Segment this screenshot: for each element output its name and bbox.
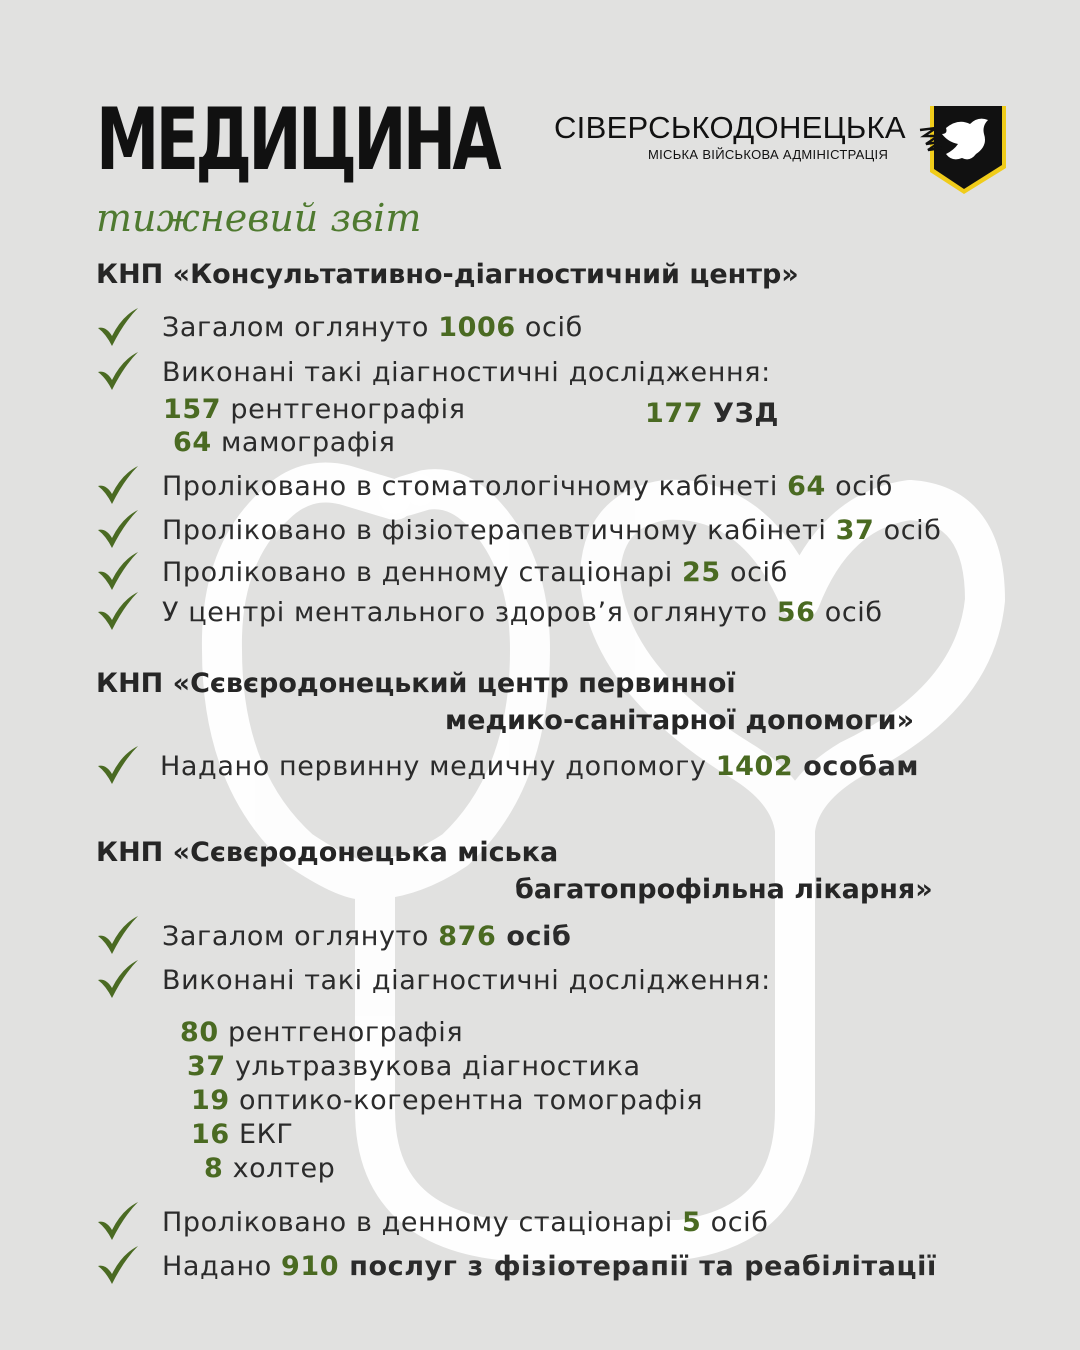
s2-item-primary-care: Надано первинну медичну допомогу 1402 особам: [160, 751, 920, 782]
s3-diag-xray: 80 рентгенографія: [180, 1017, 464, 1048]
s3-diag-oct: 19 оптико-когерентна томографія: [191, 1085, 704, 1116]
s3-diag-ecg: 16 ЕКГ: [191, 1119, 294, 1150]
s1-item-day-hospital: Проліковано в денному стаціонарі 25 осіб: [162, 557, 788, 588]
s1-item-physio: Проліковано в фізіотерапевтичному кабінеті 37 осіб: [162, 515, 942, 546]
check-icon: [96, 914, 140, 954]
s3-item-physio-services: Надано 910 послуг з фізіотерапії та реабілітації: [162, 1251, 937, 1282]
s1-item-diagnostics: Виконані такі діагностичні дослідження:: [162, 357, 771, 388]
check-icon: [96, 550, 140, 590]
check-icon: [96, 1244, 140, 1284]
section2-title-line1: КНП «Сєвєродонецький центр первинної: [96, 668, 736, 699]
s3-item-day-hospital: Проліковано в денному стаціонарі 5 осіб: [162, 1207, 769, 1238]
s1-item-examined: Загалом оглянуто 1006 осіб: [162, 312, 583, 343]
s3-item-diagnostics: Виконані такі діагностичні дослідження:: [162, 965, 771, 996]
section2-title-line2: медико-санітарної допомоги»: [445, 705, 915, 736]
page-title: МЕДИЦИНА: [96, 90, 498, 190]
check-icon: [96, 350, 140, 390]
s1-item-dental: Проліковано в стоматологічному кабінеті 64 осіб: [162, 471, 893, 502]
check-icon: [96, 306, 140, 346]
page-subtitle: тижневий звіт: [96, 196, 422, 240]
section3-title-line1: КНП «Сєвєродонецька міська: [96, 837, 559, 868]
s1-diag-ultrasound: 177 УЗД: [645, 398, 780, 429]
check-icon: [96, 464, 140, 504]
check-icon: [96, 508, 140, 548]
s1-diag-mammography: 64 мамографія: [173, 427, 396, 458]
check-icon: [96, 1200, 140, 1240]
check-icon: [96, 590, 140, 630]
check-icon: [96, 744, 140, 784]
s1-item-mental-health: У центрі ментального здоров’я оглянуто 56 осіб: [162, 597, 883, 628]
eagle-shield-emblem: [918, 106, 1008, 196]
s1-diag-xray: 157 рентгенографія: [163, 394, 466, 425]
logo-subtitle: МІСЬКА ВІЙСЬКОВА АДМІНІСТРАЦІЯ: [648, 147, 889, 162]
section3-title-line2: багатопрофільна лікарня»: [515, 874, 933, 905]
s3-item-examined: Загалом оглянуто 876 осіб: [162, 921, 572, 952]
s3-diag-holter: 8 холтер: [204, 1153, 336, 1184]
section1-title: КНП «Консультативно-діагностичний центр»: [96, 259, 799, 290]
logo-name: СІВЕРСЬКОДОНЕЦЬКА: [554, 110, 906, 145]
s3-diag-ultrasound: 37 ультразвукова діагностика: [187, 1051, 641, 1082]
check-icon: [96, 958, 140, 998]
